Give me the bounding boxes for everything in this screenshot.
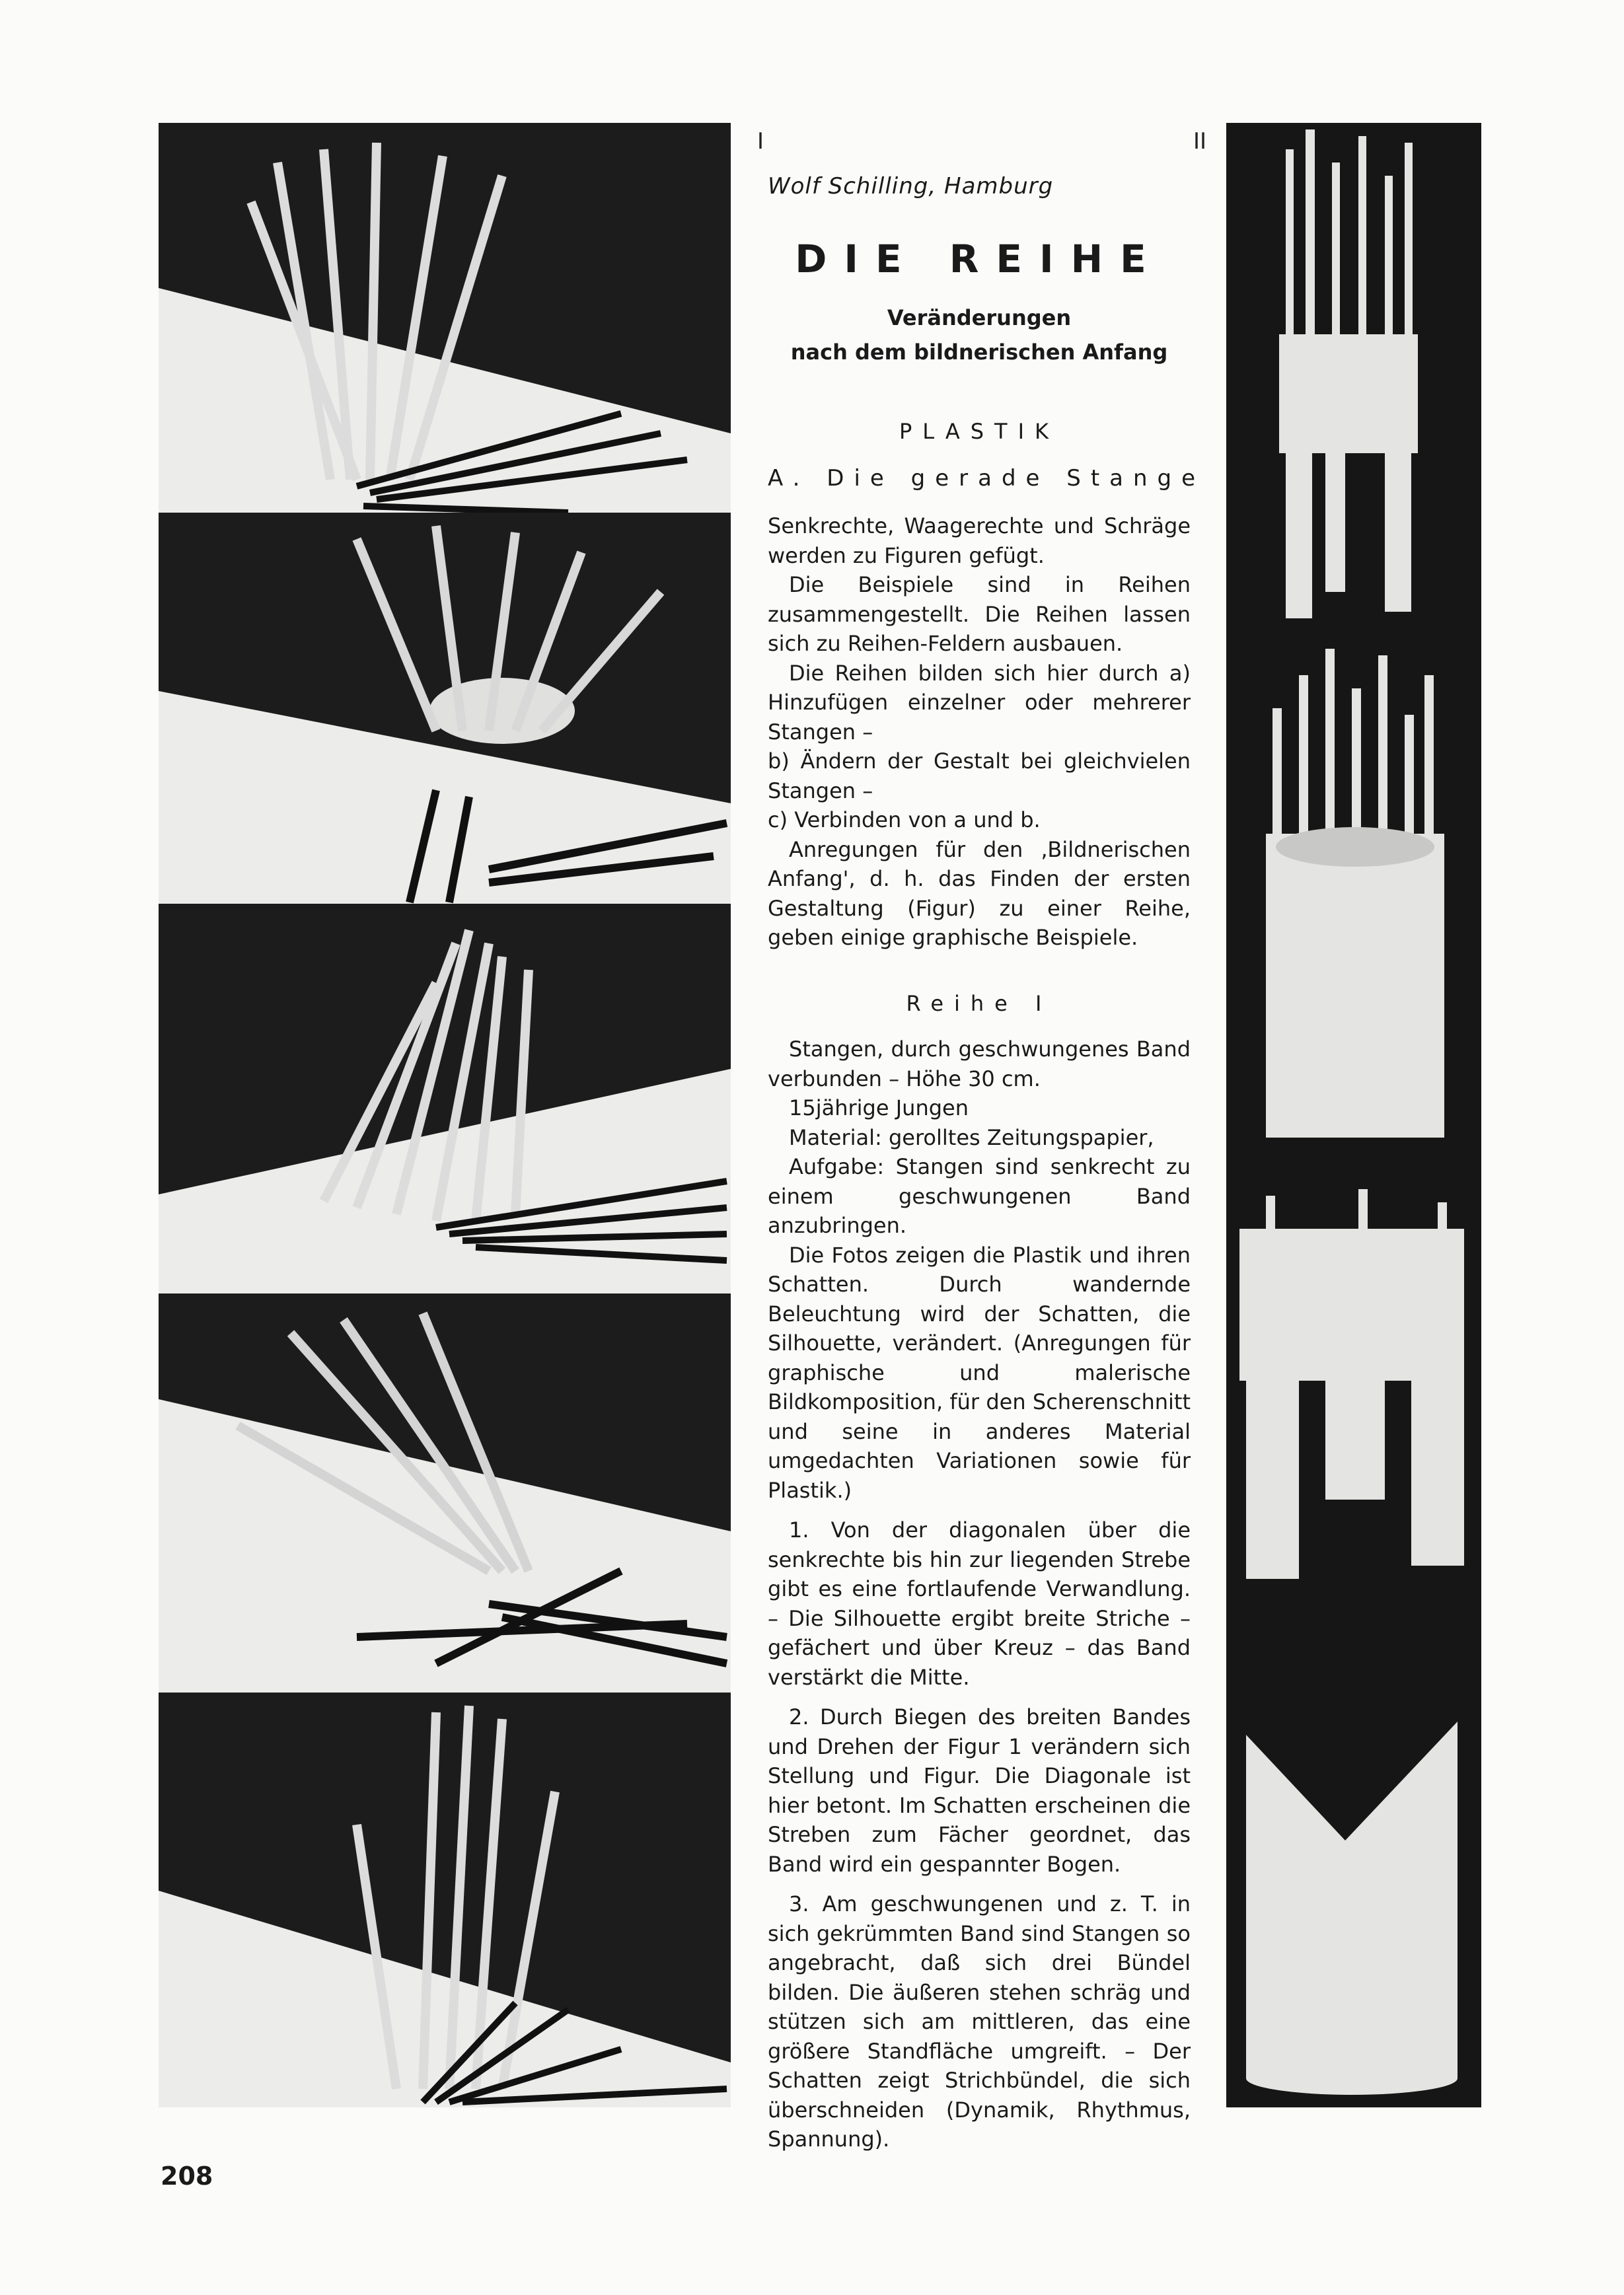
page-number: 208 [161, 2162, 213, 2191]
subsection-heading: A. Die gerade Stange [768, 465, 1206, 492]
series-paragraph: Stangen, durch geschwungenes Band verbunden – Höhe 30 cm. [768, 1037, 1191, 1091]
series-paragraph: Material: gerolltes Zeitungspapier, [789, 1124, 1154, 1150]
author-line: Wolf Schilling, Hamburg [768, 173, 1054, 200]
intro-paragraph: Anregungen für den ‚Bildnerischen Anfang', d. h. das Finden der ersten Gestaltung (Figur) zu einer Reihe, geben einige graphische Beispiele. [768, 836, 1191, 950]
photo-column-1-figure-5 [159, 1693, 731, 2107]
series-paragraph: Die Fotos zeigen die Plastik und ihren Schatten. Durch wandernde Beleuchtung wird der Schatten, die Silhouette, verändert. (Anregungen für graphische und malerische Bildkomposition, für den Scherenschnitt und seine in anderes Material umgedachten Variationen sowie für Plastik.) [768, 1242, 1191, 1503]
subtitle [768, 301, 1191, 369]
intro-paragraph: Die Reihen bilden sich hier durch a) Hinzufügen einzelner oder mehrerer Stangen – [768, 660, 1191, 745]
item-paragraph: 1. Von der diagonalen über die senkrechte bis hin zur liegenden Strebe gibt es eine fortlaufende Verwandlung. – Die Silhouette ergibt breite Striche – gefächert und über Kreuz – das Band verstärkt die Mitte. [768, 1517, 1191, 1690]
series-heading: Reihe I [906, 991, 1052, 1016]
subtitle-line-2: nach dem bildnerischen Anfang [790, 340, 1168, 365]
intro-text [768, 511, 1191, 953]
photo-column-2-figure-3 [1226, 1169, 1481, 1695]
photo-column-1-figure-2 [159, 513, 731, 904]
column-marker-right: II [1193, 128, 1207, 155]
column-marker-left: I [757, 128, 764, 155]
intro-paragraph: Senkrechte, Waagerechte und Schräge werden zu Figuren gefügt. [768, 513, 1191, 568]
series-paragraph: 15jährige Jungen [789, 1095, 969, 1120]
series-text [768, 1035, 1191, 2154]
photo-column-2-figure-4 [1226, 1695, 1481, 2107]
photo-column-2-figure-2 [1226, 636, 1481, 1169]
photo-column-2-figure-1 [1226, 123, 1481, 636]
item-paragraph: 3. Am geschwungenen und z. T. in sich gekrümmten Band sind Stangen so angebracht, daß sich drei Bündel bilden. Die äußeren stehen schräg und stützen sich am mittleren, das eine größere Standfläche umgreift. – Der Schatten zeigt Strichbündel, die sich überschneiden (Dynamik, Rhythmus, Spannung). [768, 1891, 1191, 2152]
photo-column-1-figure-4 [159, 1293, 731, 1693]
intro-paragraph: c) Verbinden von a und b. [768, 807, 1041, 832]
subtitle-line-1: Veränderungen [887, 305, 1072, 330]
intro-paragraph: b) Ändern der Gestalt bei gleichvielen Stangen – [768, 748, 1191, 803]
photo-column-1-figure-1 [159, 123, 731, 513]
intro-paragraph: Die Beispiele sind in Reihen zusammengestellt. Die Reihen lassen sich zu Reihen-Feldern ausbauen. [768, 572, 1191, 656]
series-paragraph: Aufgabe: Stangen sind senkrecht zu einem geschwungenen Band anzubringen. [768, 1154, 1191, 1238]
section-heading: PLASTIK [899, 419, 1060, 444]
photo-column-1-figure-3 [159, 904, 731, 1293]
page-title: DIE REIHE [795, 237, 1163, 281]
item-paragraph: 2. Durch Biegen des breiten Bandes und Drehen der Figur 1 verändern sich Stellung und Figur. Die Diagonale ist hier betont. Im Schatten erscheinen die Streben zum Fächer geordnet, das Band wird ein gespannter Bogen. [768, 1704, 1191, 1877]
